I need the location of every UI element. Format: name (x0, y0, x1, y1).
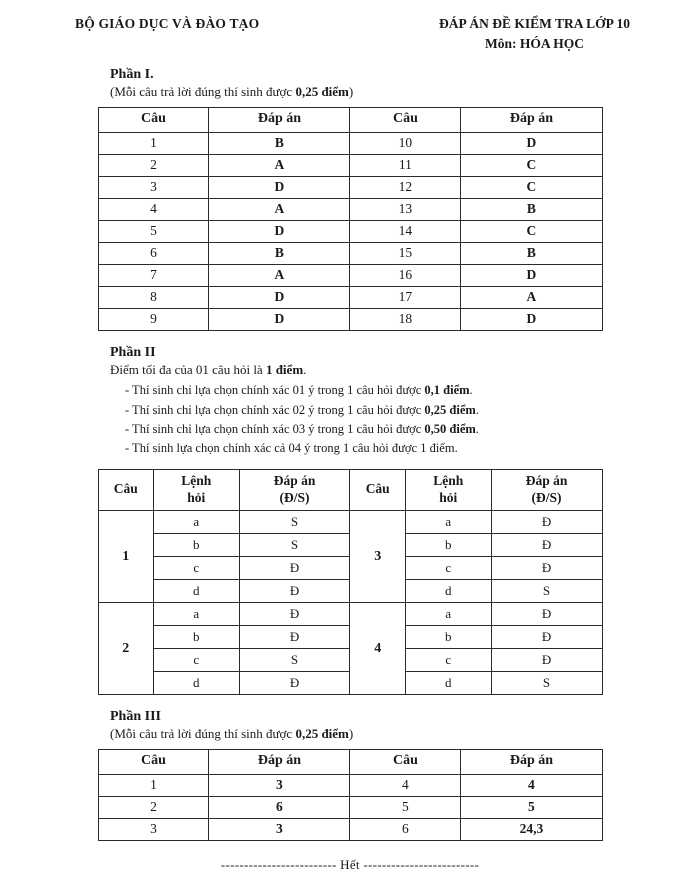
cell-lenhhoi-left: d (153, 672, 239, 695)
cell-cau-right: 11 (350, 155, 461, 177)
col-header-line2: (Đ/S) (531, 489, 562, 505)
cell-lenhhoi-left: c (153, 649, 239, 672)
table-row (98, 199, 602, 221)
cell-lenhhoi-right: c (405, 649, 491, 672)
cell-cau-right: 15 (350, 243, 461, 265)
exam-title (439, 14, 630, 53)
cell-dapan-right: D (461, 309, 602, 331)
cell-dapan-left: S (239, 534, 350, 557)
part-1-note (110, 84, 670, 100)
cell-dapan-left: A (209, 199, 350, 221)
bullet-bold: 0,25 điểm (424, 402, 476, 417)
cell-dapan-right: C (461, 155, 602, 177)
part-1-title: Phần I. (110, 67, 154, 83)
cell-cau-left: 9 (98, 309, 209, 331)
table-row (98, 243, 602, 265)
bullet-bold: 0,1 điểm (424, 383, 470, 398)
part-3-title: Phần III (110, 709, 161, 725)
section-part-3 (30, 709, 670, 841)
cell-lenhhoi-right: d (405, 580, 491, 603)
part-3-table (98, 749, 603, 841)
col-header-dapan-right: Đáp án (461, 108, 602, 133)
cell-dapan-right: B (461, 243, 602, 265)
col-header-lenhhoi-left (153, 469, 239, 511)
cell-dapan-right: D (461, 265, 602, 287)
bullet-text: - Thí sinh lựa chọn chính xác cả 04 ý trong 1 câu hỏi được 1 điểm (125, 441, 455, 456)
table-row (98, 819, 602, 841)
bullet-item (125, 439, 670, 458)
cell-cau-right: 5 (350, 797, 461, 819)
col-header-dapan-right (491, 469, 602, 511)
part-1-note-prefix: (Mỗi câu trả lời đúng thí sinh được (110, 84, 296, 100)
cell-dapan-right: S (491, 580, 602, 603)
col-header-dapan-left: Đáp án (209, 750, 350, 775)
bullet-item (125, 401, 670, 420)
section-part-1 (30, 67, 670, 331)
cell-cau-right: 12 (350, 177, 461, 199)
cell-cau-right: 4 (350, 775, 461, 797)
cell-cau-left: 8 (98, 287, 209, 309)
cell-lenhhoi-right: a (405, 511, 491, 534)
document-header (30, 10, 670, 53)
part-2-table (98, 469, 603, 696)
cell-lenhhoi-left: b (153, 534, 239, 557)
cell-cau-right: 14 (350, 221, 461, 243)
part-1-table (98, 107, 603, 331)
part-2-bullets (125, 381, 670, 459)
exam-subject: Môn: HÓA HỌC (484, 35, 584, 51)
cell-dapan-left: 3 (209, 775, 350, 797)
table-row (98, 177, 602, 199)
col-header-line1: Đáp án (273, 472, 316, 488)
cell-dapan-left: 3 (209, 819, 350, 841)
cell-cau-left: 3 (98, 819, 209, 841)
cell-dapan-right: B (461, 199, 602, 221)
cell-cau-number-left: 1 (98, 511, 153, 603)
part-2-title: Phần II (110, 345, 156, 361)
table-header-row (98, 750, 602, 775)
cell-cau-left: 2 (98, 155, 209, 177)
col-header-lenhhoi-right (405, 469, 491, 511)
cell-dapan-right: Đ (491, 534, 602, 557)
table-row (98, 133, 602, 155)
cell-dapan-right: D (461, 133, 602, 155)
bullet-item (125, 381, 670, 400)
cell-cau-number-left: 2 (98, 603, 153, 695)
cell-cau-left: 3 (98, 177, 209, 199)
cell-cau-left: 2 (98, 797, 209, 819)
cell-dapan-left: Đ (239, 626, 350, 649)
cell-lenhhoi-left: a (153, 511, 239, 534)
cell-lenhhoi-left: c (153, 557, 239, 580)
cell-cau-left: 1 (98, 133, 209, 155)
cell-dapan-right: 4 (461, 775, 602, 797)
cell-dapan-right: C (461, 177, 602, 199)
cell-lenhhoi-right: b (405, 534, 491, 557)
col-header-line1: Lệnh (433, 472, 464, 488)
col-header-line2: hỏi (187, 489, 206, 505)
cell-lenhhoi-left: d (153, 580, 239, 603)
part-2-note-bold: 1 điểm (265, 362, 304, 378)
cell-dapan-left: S (239, 511, 350, 534)
cell-dapan-left: A (209, 265, 350, 287)
table-header-row (98, 469, 602, 511)
cell-dapan-right: Đ (491, 511, 602, 534)
cell-lenhhoi-right: a (405, 603, 491, 626)
cell-cau-right: 16 (350, 265, 461, 287)
cell-lenhhoi-right: d (405, 672, 491, 695)
cell-dapan-left: Đ (239, 557, 350, 580)
col-header-cau-left: Câu (98, 750, 209, 775)
cell-dapan-left: D (209, 221, 350, 243)
bullet-suffix: . (475, 402, 479, 417)
table-row (98, 287, 602, 309)
part-3-note-prefix: (Mỗi câu trả lời đúng thí sinh được (110, 726, 296, 742)
cell-dapan-left: S (239, 649, 350, 672)
bullet-text: - Thí sinh chỉ lựa chọn chính xác 03 ý trong 1 câu hỏi được (125, 421, 425, 436)
cell-cau-left: 4 (98, 199, 209, 221)
cell-dapan-left: Đ (239, 603, 350, 626)
cell-cau-left: 7 (98, 265, 209, 287)
cell-cau-right: 6 (350, 819, 461, 841)
bullet-suffix: . (475, 421, 479, 436)
bullet-text: - Thí sinh chỉ lựa chọn chính xác 02 ý trong 1 câu hỏi được (125, 402, 425, 417)
cell-dapan-left: B (209, 133, 350, 155)
part-2-note (110, 362, 670, 378)
document-footer: ------------------------- Hết ------------------------- (220, 857, 480, 873)
col-header-dapan-left: Đáp án (209, 108, 350, 133)
cell-cau-number-right: 3 (350, 511, 405, 603)
bullet-suffix: . (469, 383, 473, 398)
cell-dapan-left: Đ (239, 580, 350, 603)
cell-lenhhoi-left: b (153, 626, 239, 649)
table-row (98, 155, 602, 177)
col-header-cau-right: Câu (350, 750, 461, 775)
table-row (98, 221, 602, 243)
col-header-dapan-right: Đáp án (461, 750, 602, 775)
table-row (98, 775, 602, 797)
col-header-cau-left: Câu (98, 469, 153, 511)
table-row (98, 603, 602, 626)
col-header-dapan-left (239, 469, 350, 511)
cell-cau-number-right: 4 (350, 603, 405, 695)
cell-cau-left: 1 (98, 775, 209, 797)
bullet-text: - Thí sinh chỉ lựa chọn chính xác 01 ý trong 1 câu hỏi được (125, 383, 425, 398)
cell-cau-right: 13 (350, 199, 461, 221)
cell-dapan-left: D (209, 309, 350, 331)
cell-cau-right: 10 (350, 133, 461, 155)
cell-dapan-right: A (461, 287, 602, 309)
col-header-line2: (Đ/S) (279, 489, 310, 505)
cell-dapan-left: A (209, 155, 350, 177)
col-header-cau-right: Câu (350, 469, 405, 511)
part-3-note (110, 726, 670, 742)
table-row (98, 309, 602, 331)
cell-dapan-right: Đ (491, 626, 602, 649)
cell-dapan-right: Đ (491, 557, 602, 580)
cell-lenhhoi-left: a (153, 603, 239, 626)
part-2-note-suffix: . (303, 362, 307, 378)
cell-dapan-right: S (491, 672, 602, 695)
cell-dapan-right: 5 (461, 797, 602, 819)
table-header-row (98, 108, 602, 133)
table-row (98, 511, 602, 534)
exam-title-line1: ĐÁP ÁN ĐỀ KIỂM TRA LỚP 10 (438, 16, 630, 31)
cell-dapan-right: Đ (491, 649, 602, 672)
cell-lenhhoi-right: c (405, 557, 491, 580)
col-header-line1: Đáp án (525, 472, 568, 488)
cell-cau-right: 18 (350, 309, 461, 331)
col-header-cau-right: Câu (350, 108, 461, 133)
ministry-title: BỘ GIÁO DỤC VÀ ĐÀO TẠO (75, 16, 260, 31)
cell-dapan-left: D (209, 287, 350, 309)
cell-dapan-left: B (209, 243, 350, 265)
cell-dapan-right: 24,3 (461, 819, 602, 841)
bullet-item (125, 420, 670, 439)
part-1-note-suffix: ) (348, 84, 354, 100)
col-header-line2: hỏi (439, 489, 458, 505)
part-3-note-bold: 0,25 điểm (295, 726, 349, 742)
cell-dapan-right: Đ (491, 603, 602, 626)
bullet-bold: 0,50 điểm (424, 421, 476, 436)
part-1-note-bold: 0,25 điểm (295, 84, 349, 100)
cell-dapan-right: C (461, 221, 602, 243)
cell-cau-left: 6 (98, 243, 209, 265)
section-part-2 (30, 345, 670, 695)
cell-cau-left: 5 (98, 221, 209, 243)
table-row (98, 797, 602, 819)
bullet-suffix: . (454, 441, 458, 456)
cell-lenhhoi-right: b (405, 626, 491, 649)
cell-dapan-left: Đ (239, 672, 350, 695)
col-header-line1: Lệnh (181, 472, 212, 488)
part-2-note-prefix: Điểm tối đa của 01 câu hỏi là (110, 362, 266, 378)
cell-cau-right: 17 (350, 287, 461, 309)
part-3-note-suffix: ) (348, 726, 354, 742)
table-row (98, 265, 602, 287)
col-header-cau-left: Câu (98, 108, 209, 133)
cell-dapan-left: 6 (209, 797, 350, 819)
cell-dapan-left: D (209, 177, 350, 199)
